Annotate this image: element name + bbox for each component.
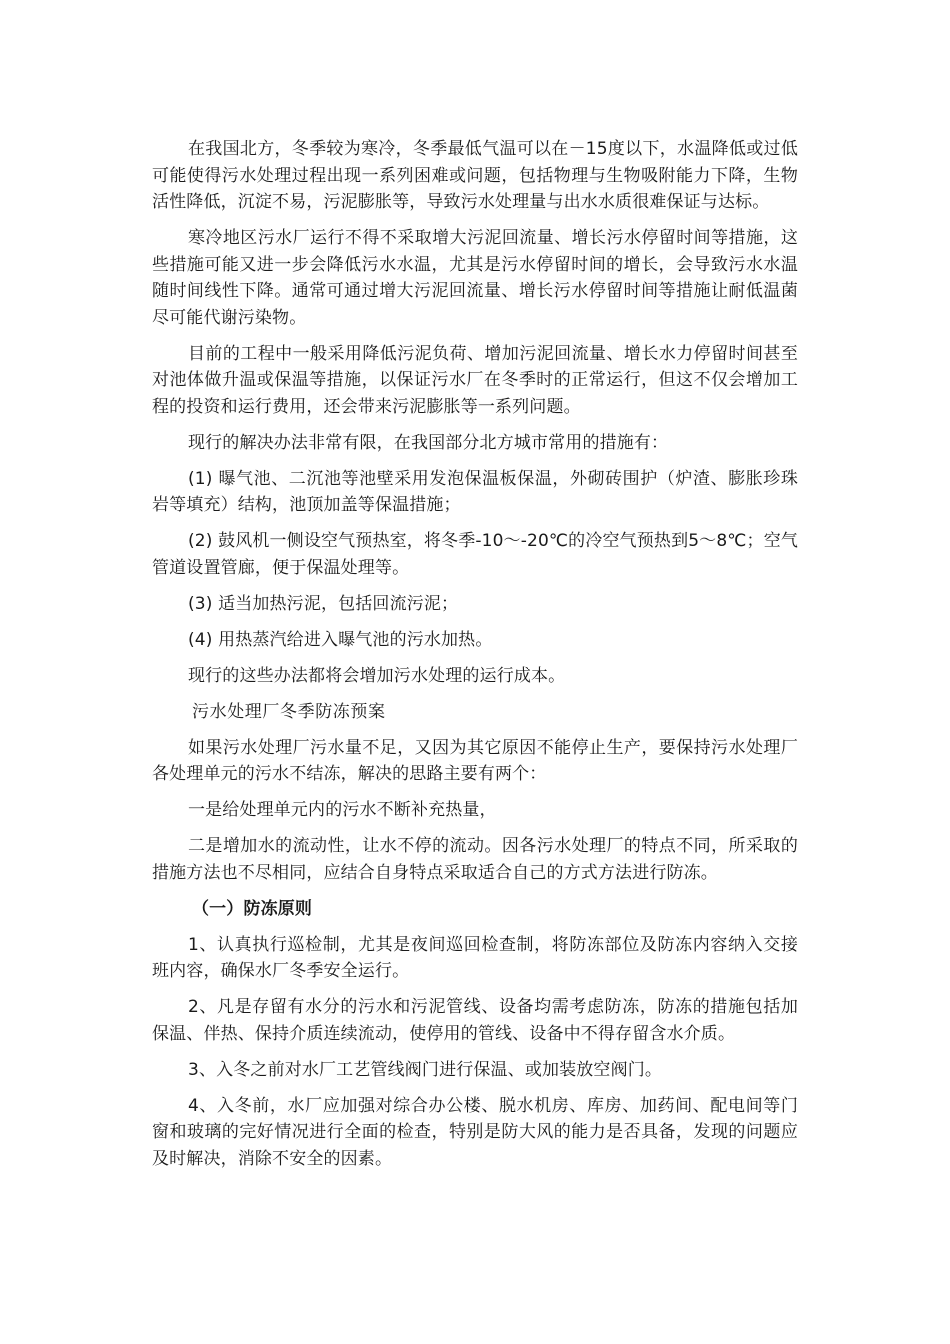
document-page <box>152 136 798 1182</box>
paragraph-cost-note: 现行的这些办法都将会增加污水处理的运行成本。 <box>188 665 566 686</box>
paragraph-idea-two: 二是增加水的流动性，让水不停的流动。因各污水处理厂的特点不同，所采取的措施方法也不尽相同，应结合自身特点采取适合自己的方式方法进行防冻。 <box>152 836 798 883</box>
section-title: 污水处理厂冬季防冻预案 <box>192 701 386 722</box>
paragraph-intro: 在我国北方，冬季较为寒冷，冬季最低气温可以在－15度以下，水温降低或过低可能使得污水处理过程出现一系列困难或问题，包括物理与生物吸附能力下降，生物活性降低，沉淀不易，污泥膨胀等，导致污水处理量与出水水质很难保证与达标。 <box>152 139 798 212</box>
paragraph-cold-region-measures: 寒冷地区污水厂运行不得不采取增大污泥回流量、增长污水停留时间等措施，这些措施可能又进一步会降低污水水温，尤其是污水停留时间的增长，会导致污水水温随时间线性下降。通常可通过增大污泥回流量、增长污水停留时间等措施让耐低温菌尽可能代谢污染物。 <box>152 228 798 328</box>
paragraph-insufficient-water: 如果污水处理厂污水量不足，又因为其它原因不能停止生产，要保持污水处理厂各处理单元的污水不结冻，解决的思路主要有两个： <box>152 737 798 784</box>
paragraph-current-solutions: 现行的解决办法非常有限，在我国部分北方城市常用的措施有： <box>188 432 669 453</box>
subsection-heading: （一）防冻原则 <box>192 898 313 919</box>
list-item-3: (3) 适当加热污泥，包括回流污泥； <box>188 593 459 614</box>
principle-1: 1、认真执行巡检制，尤其是夜间巡回检查制，将防冻部位及防冻内容纳入交接班内容，确保水厂冬季安全运行。 <box>152 934 798 981</box>
paragraph-idea-one: 一是给处理单元内的污水不断补充热量， <box>188 800 497 820</box>
principle-2: 2、凡是存留有水分的污水和污泥管线、设备均需考虑防冻，防冻的措施包括加保温、伴热、保持介质连续流动，使停用的管线、设备中不得存留含水介质。 <box>152 997 798 1044</box>
principle-3: 3、入冬之前对水厂工艺管线阀门进行保温、或加装放空阀门。 <box>188 1059 663 1080</box>
list-item-1: (1) 曝气池、二沉池等池壁采用发泡保温板保温，外砌砖围护（炉渣、膨胀珍珠岩等填充）结构，池顶加盖等保温措施； <box>152 468 798 515</box>
list-item-2: (2) 鼓风机一侧设空气预热室，将冬季-10～-20℃的冷空气预热到5～8℃；空气管道设置管廊，便于保温处理等。 <box>152 531 798 578</box>
principle-4: 4、入冬前，水厂应加强对综合办公楼、脱水机房、库房、加药间、配电间等门窗和玻璃的完好情况进行全面的检查，特别是防大风的能力是否具备，发现的问题应及时解决，消除不安全的因素。 <box>152 1095 798 1169</box>
list-item-4: (4) 用热蒸汽给进入曝气池的污水加热。 <box>188 629 493 650</box>
paragraph-current-engineering: 目前的工程中一般采用降低污泥负荷、增加污泥回流量、增长水力停留时间甚至对池体做升温或保温等措施，以保证污水厂在冬季时的正常运行，但这不仅会增加工程的投资和运行费用，还会带来污泥膨胀等一系列问题。 <box>152 343 798 417</box>
